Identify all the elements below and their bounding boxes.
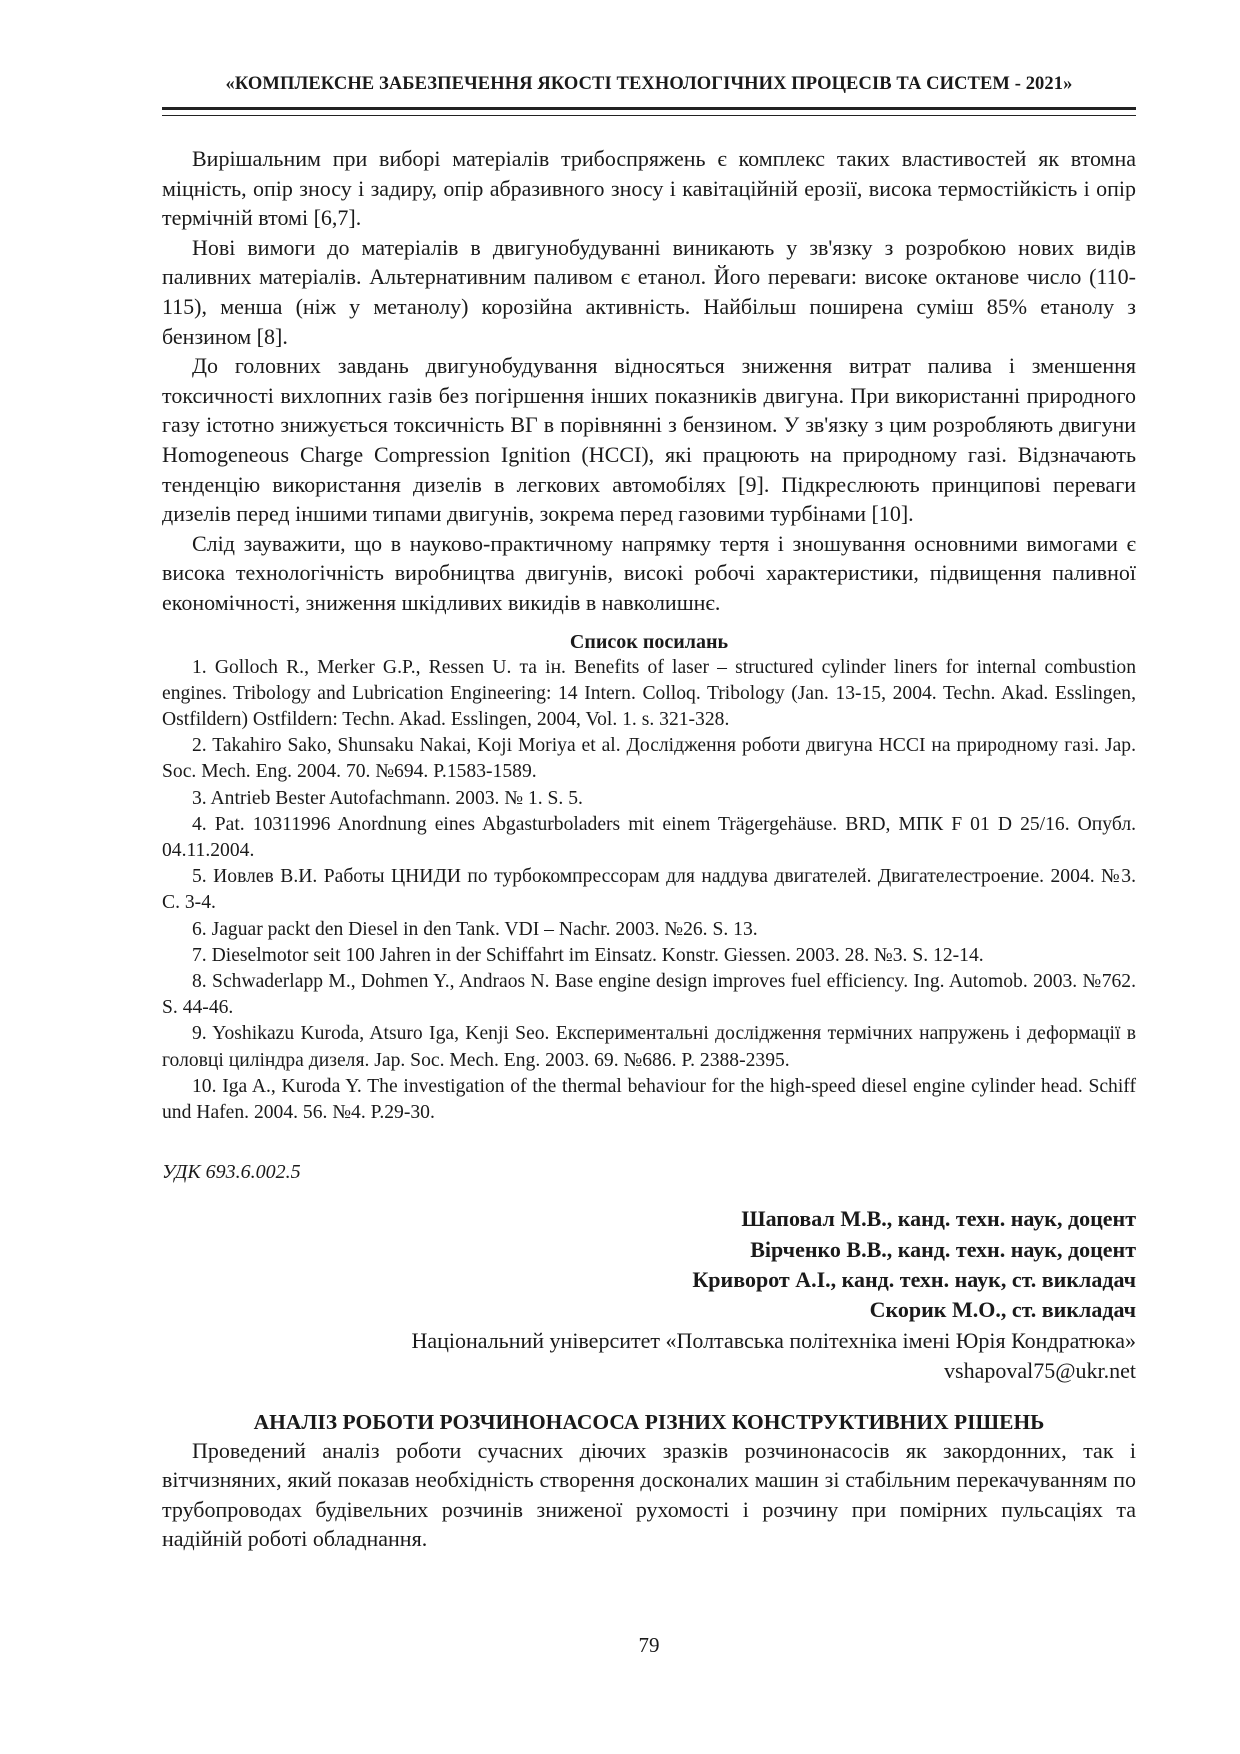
body-paragraph: Слід зауважити, що в науково-практичному напрямку тертя і зношування основними вимогами є висока технологічність виробництва двигунів, високі робочі характеристики, підвищення паливної економічності, зниження шкідливих викидів в навколишнє. <box>162 530 1136 615</box>
affiliation: Національний університет «Полтавська політехніка імені Юрія Кондратюка» <box>411 1327 1136 1353</box>
header-rule-thick <box>162 107 1136 110</box>
header-rule-thin <box>162 115 1136 116</box>
document-page <box>162 0 1136 1754</box>
reference-item: 2. Takahiro Sako, Shunsaku Nakai, Koji Moriya et al. Дослідження роботи двигуна HCCI на природному газі. Jap. Soc. Mech. Eng. 2004. 70. №694. P.1583-1589. <box>162 735 1136 783</box>
reference-item: 6. Jaguar packt den Diesel in den Tank. VDI – Nachr. 2003. №26. S. 13. <box>192 918 758 940</box>
references-list <box>162 655 1136 1127</box>
references-title: Список посилань <box>569 630 729 653</box>
reference-item: 9. Yoshikazu Kuroda, Atsuro Iga, Kenji Seo. Експериментальні дослідження термічних напружень і деформації в головці циліндра дизеля. Jap. Soc. Mech. Eng. 2003. 69. №686. P. 2388-2395. <box>162 1023 1136 1071</box>
page-content <box>162 144 1136 1554</box>
reference-item: 8. Schwaderlapp M., Dohmen Y., Andraos N. Base engine design improves fuel efficiency. Ing. Automob. 2003. №762. S. 44-46. <box>162 970 1136 1019</box>
body-paragraph: Вирішальним при виборі матеріалів трибоспряжень є комплекс таких властивостей як втомна міцність, опір зносу і задиру, опір абразивного зносу і кавітаційній ерозії, висока термостійкість і опір термічній втомі [6,7]. <box>162 146 1136 231</box>
body-paragraph: До головних завдань двигунобудування відносяться зниження витрат палива і зменшення токсичності вихлопних газів без погіршення інших показників двигуна. При використанні природного газу істотно знижується токсичність ВГ в порівнянні з бензином. У зв'язку з цим розробляють двигуни Homogeneous Charge Compression Ignition (HCCI), які працюють на природному газі. Відзначають тенденцію використання дизелів в легкових автомобілях [9]. Підкреслюють принципові переваги дизелів перед іншими типами двигунів, зокрема перед газовими турбінами [10]. <box>162 353 1136 527</box>
reference-item: 7. Dieselmotor seit 100 Jahren in der Schiffahrt im Einsatz. Konstr. Giessen. 2003. 28. №3. S. 12-14. <box>192 944 984 966</box>
reference-item: 10. Iga A., Kuroda Y. The investigation of the thermal behaviour for the high-speed diesel engine cylinder head. Schiff und Hafen. 2004. 56. №4. P.29-30. <box>162 1075 1136 1123</box>
udk-code: УДК 693.6.002.5 <box>162 1161 301 1184</box>
author-block <box>162 1204 1136 1386</box>
abstract-paragraph: Проведений аналіз роботи сучасних діючих зразків розчинонасосів як закордонних, так і вітчизняних, який показав необхідність створення досконалих машин зі стабільним перекачуванням по трубопроводах будівельних розчинів зниженої рухомості і розчину при помірних пульсаціях та надійній роботі обладнання. <box>162 1437 1136 1552</box>
author-line: Криворот А.І., канд. техн. наук, ст. викладач <box>692 1266 1136 1292</box>
page-number: 79 <box>638 1633 660 1657</box>
body-paragraph: Нові вимоги до матеріалів в двигунобудуванні виникають у зв'язку з розробкою нових видів паливних матеріалів. Альтернативним паливом є етанол. Його переваги: високе октанове число (110-115), менша (ніж у метанолу) корозійна активність. Найбільш поширена суміш 85% етанолу з бензином [8]. <box>162 234 1136 349</box>
author-email: vshapoval75@ukr.net <box>944 1358 1136 1384</box>
author-line: Скорик М.О., ст. викладач <box>869 1297 1136 1323</box>
reference-item: 5. Иовлев В.И. Работы ЦНИДИ по турбокомпрессорам для наддува двигателей. Двигателестроение. 2004. №3. С. 3-4. <box>162 866 1136 914</box>
running-header: «КОМПЛЕКСНЕ ЗАБЕЗПЕЧЕННЯ ЯКОСТІ ТЕХНОЛОГІЧНИХ ПРОЦЕСІВ ТА СИСТЕМ - 2021» <box>225 74 1073 94</box>
reference-item: 4. Pat. 10311996 Anordnung eines Abgasturboladers mit einem Trägergehäuse. BRD, МПК F 01 D 25/16. Опубл. 04.11.2004. <box>162 813 1136 861</box>
reference-item: 3. Antrieb Bester Autofachmann. 2003. № 1. S. 5. <box>192 787 583 809</box>
article-title: АНАЛІЗ РОБОТИ РОЗЧИНОНАСОСА РІЗНИХ КОНСТРУКТИВНИХ РІШЕНЬ <box>253 1409 1045 1434</box>
reference-item: 1. Golloch R., Merker G.P., Ressen U. та ін. Benefits of laser – structured cylinder liners for internal combustion engines. Tribology and Lubrication Engineering: 14 Intern. Colloq. Tribology (Jan. 13-15, 2004. Techn. Akad. Esslingen, Ostfildern) Ostfildern: Techn. Akad. Esslingen, 2004, Vol. 1. s. 321-328. <box>162 656 1136 730</box>
author-line: Вірченко В.В., канд. техн. наук, доцент <box>750 1236 1136 1262</box>
author-line: Шаповал М.В., канд. техн. наук, доцент <box>741 1206 1136 1232</box>
